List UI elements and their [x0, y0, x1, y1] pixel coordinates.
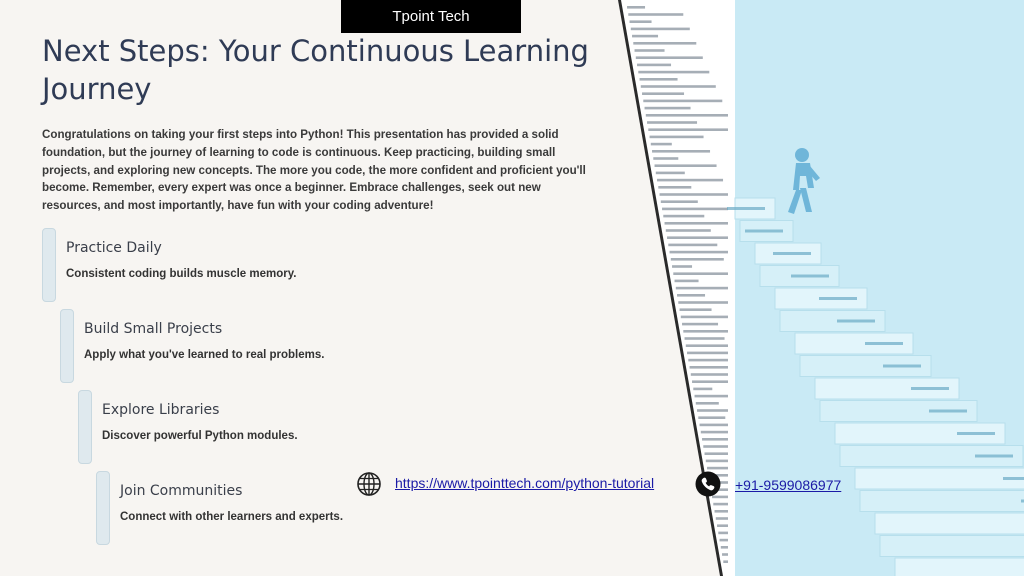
- code-line: [655, 164, 717, 167]
- step-accent-bar: [60, 309, 74, 383]
- code-line: [716, 517, 728, 520]
- code-line: [700, 424, 728, 427]
- step-title: Practice Daily: [66, 240, 162, 256]
- code-line: [641, 85, 716, 88]
- stair-step: [875, 513, 1024, 534]
- stair-step: [860, 491, 1024, 512]
- code-line: [666, 229, 711, 232]
- code-line: [643, 100, 722, 103]
- step-description: Consistent coding builds muscle memory.: [66, 268, 297, 280]
- code-line: [670, 251, 728, 254]
- phone-link[interactable]: +91-9599086977: [735, 477, 842, 493]
- code-line: [631, 28, 690, 31]
- step-title: Join Communities: [120, 483, 243, 499]
- step-title: Explore Libraries: [102, 402, 220, 418]
- code-line: [697, 409, 728, 412]
- code-line: [685, 337, 725, 340]
- code-line: [672, 265, 692, 268]
- code-line: [657, 179, 723, 182]
- code-line: [720, 539, 728, 542]
- code-line: [681, 316, 728, 319]
- step-title: Build Small Projects: [84, 321, 223, 337]
- code-line: [695, 395, 728, 398]
- website-link[interactable]: https://www.tpointtech.com/python-tutorial: [395, 475, 655, 491]
- code-line: [722, 553, 728, 556]
- code-line: [675, 280, 699, 283]
- code-line: [677, 294, 705, 297]
- code-line: [640, 78, 678, 81]
- code-line: [628, 13, 683, 16]
- stair-step-caption: [883, 365, 921, 368]
- code-line: [702, 438, 728, 441]
- code-line: [638, 71, 709, 74]
- code-line: [706, 460, 728, 463]
- code-line: [678, 301, 728, 304]
- code-line: [662, 208, 728, 211]
- code-line: [660, 193, 728, 196]
- stair-step-caption: [837, 320, 875, 323]
- code-line: [646, 114, 728, 117]
- code-line: [668, 244, 717, 247]
- code-line: [636, 56, 703, 59]
- step-description: Discover powerful Python modules.: [102, 430, 298, 442]
- code-line: [715, 510, 728, 513]
- code-line: [671, 258, 724, 261]
- code-line: [630, 20, 652, 23]
- step-description: Apply what you've learned to real problems.: [84, 349, 325, 361]
- code-line: [688, 359, 728, 362]
- code-line: [642, 92, 684, 95]
- code-line: [680, 308, 712, 311]
- code-line: [692, 380, 728, 383]
- step-accent-bar: [78, 390, 92, 464]
- code-line: [707, 467, 728, 470]
- stair-step-caption: [957, 432, 995, 435]
- code-line: [661, 200, 698, 203]
- code-line: [717, 524, 728, 527]
- phone-icon: [695, 471, 721, 497]
- brand-header: Tpoint Tech: [341, 0, 521, 33]
- code-line: [690, 366, 728, 369]
- code-line: [696, 402, 719, 405]
- code-line: [698, 416, 725, 419]
- code-line: [713, 503, 728, 506]
- code-line: [656, 172, 685, 175]
- step-description: Connect with other learners and experts.: [120, 511, 344, 523]
- code-line: [645, 107, 691, 110]
- stair-step: [895, 558, 1024, 576]
- code-line: [676, 287, 728, 290]
- code-line: [650, 136, 704, 139]
- code-line: [667, 236, 728, 239]
- code-line: [693, 388, 712, 391]
- code-line: [723, 560, 728, 563]
- code-line: [637, 64, 671, 67]
- code-line: [647, 121, 697, 124]
- code-line: [652, 150, 710, 153]
- stair-step-caption: [791, 275, 829, 278]
- code-line: [673, 272, 728, 275]
- code-line: [665, 222, 728, 225]
- code-line: [658, 186, 691, 189]
- stair-step-caption: [819, 297, 857, 300]
- code-line: [701, 431, 728, 434]
- code-line: [653, 157, 678, 160]
- globe-icon: [356, 471, 382, 497]
- page-title: Next Steps: Your Continuous Learning Journey: [42, 34, 589, 106]
- stair-step-caption: [865, 342, 903, 345]
- stair-step-caption: [727, 207, 765, 210]
- stair-step-caption: [745, 230, 783, 233]
- code-line: [627, 6, 645, 9]
- code-line: [721, 546, 728, 549]
- code-line: [632, 35, 658, 38]
- code-line: [663, 215, 704, 218]
- code-line: [651, 143, 672, 146]
- stair-step-caption: [975, 455, 1013, 458]
- code-line: [648, 128, 728, 131]
- code-line: [683, 330, 728, 333]
- stair-step: [855, 468, 1024, 489]
- step-accent-bar: [96, 471, 110, 545]
- stair-step: [880, 536, 1024, 557]
- intro-paragraph: Congratulations on taking your first steps into Python! This presentation has provided a solid foundation, but the journey of learning to code is continuous. Keep practicing, building small projects, and exploring new concepts. The more you code, the more confident and proficient you'll become. Remember, every expert was once a beginner. Embrace challenges, seek out new resources, and most importantly, have fun with your coding adventure!: [42, 128, 586, 213]
- step-accent-bar: [42, 228, 56, 302]
- code-line: [687, 352, 728, 355]
- code-line: [703, 445, 728, 448]
- code-line: [635, 49, 665, 52]
- code-line: [686, 344, 728, 347]
- code-line: [633, 42, 696, 45]
- stair-step-caption: [911, 387, 949, 390]
- code-line: [705, 452, 728, 455]
- code-line: [718, 532, 728, 535]
- stair-step-caption: [1003, 477, 1024, 480]
- stair-step-caption: [773, 252, 811, 255]
- code-line: [691, 373, 728, 376]
- stair-step-caption: [929, 410, 967, 413]
- code-line: [682, 323, 718, 326]
